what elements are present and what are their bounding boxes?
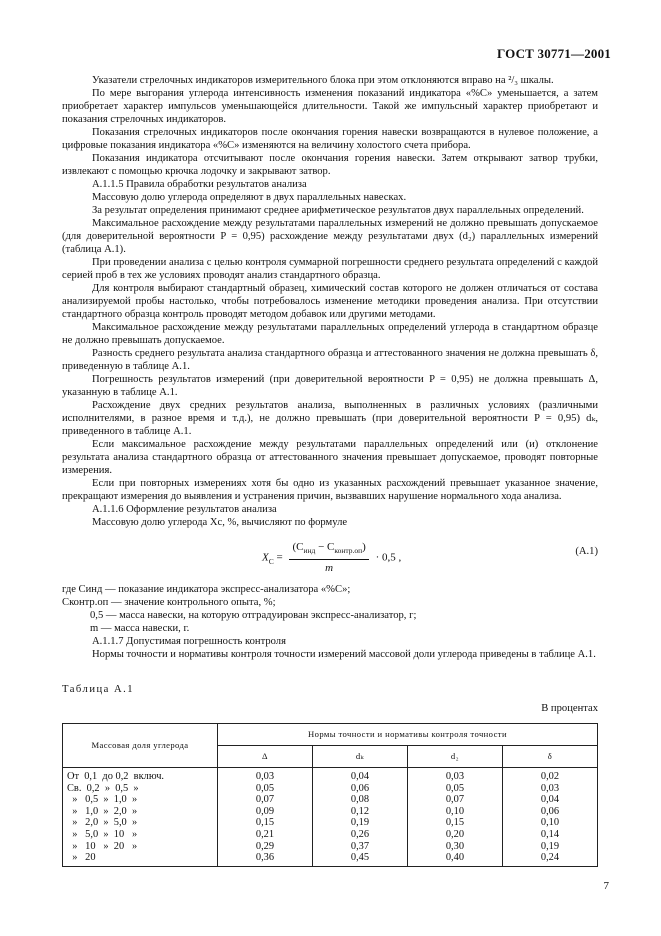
- table-cell: Св. 0,2 » 0,5 »: [63, 783, 218, 795]
- table-cell: » 0,5 » 1,0 »: [63, 794, 218, 806]
- table-cell: 0,36: [218, 852, 313, 866]
- table-cell: 0,05: [407, 783, 502, 795]
- paragraph: При проведении анализа с целью контроля суммарной погрешности среднего результата определений с каждой серией проб в тех же условиях проводят анализ стандартного образца.: [62, 257, 598, 281]
- table-cell: 0,10: [502, 817, 597, 829]
- table-cell: 0,21: [218, 829, 313, 841]
- formula-tail: · 0,5 ,: [375, 551, 402, 564]
- table-cell: 0,19: [312, 817, 407, 829]
- table-cell: » 1,0 » 2,0 »: [63, 806, 218, 818]
- table-cell: 0,03: [407, 768, 502, 783]
- standard-header: ГОСТ 30771—2001: [496, 46, 611, 61]
- num-minus: − C: [315, 541, 335, 553]
- formula-lhs: X: [262, 551, 269, 564]
- table-cell: 0,06: [312, 783, 407, 795]
- table-cell: » 10 » 20 »: [63, 841, 218, 853]
- table-row: [63, 841, 598, 853]
- table-row: [63, 829, 598, 841]
- table-cell: 0,03: [218, 768, 313, 783]
- table-cell: 0,04: [502, 794, 597, 806]
- paragraph: Погрешность результатов измерений (при доверительной вероятности P = 0,95) не должна превышать Δ, указанную в таблице А.1.: [62, 374, 598, 398]
- paragraph: За результат определения принимают среднее арифметическое результатов двух параллельных определений.: [92, 205, 584, 216]
- table-cell: 0,04: [312, 768, 407, 783]
- paragraph: Массовую долю углерода Xс, %, вычисляют по формуле: [92, 517, 348, 528]
- formula-a1: [62, 535, 598, 579]
- table-cell: 0,12: [312, 806, 407, 818]
- page-number: 7: [603, 880, 609, 892]
- col-header-d2: d₂: [407, 746, 502, 768]
- formula-numerator: [289, 541, 368, 560]
- paragraph: Если при повторных измерениях хотя бы одно из указанных расхождений превышает указанное значение, прекращают измерения до выявления и устранения причин, вызвавших нарушение нормального хода анализа.: [62, 478, 598, 502]
- paragraph: Показания индикатора отсчитывают после окончания горения навески. Затем открывают затвор трубки, извлекают с помощью крючка лодочку и закрывают затвор.: [62, 153, 598, 177]
- formula-number: (А.1): [575, 546, 598, 557]
- table-cell: 0,15: [218, 817, 313, 829]
- table-cell: 0,15: [407, 817, 502, 829]
- paragraph: Расхождение двух средних результатов анализа, выполненных в различных условиях (различными исполнителями, в разное время и т.д.), не должно превышать (при доверительной вероятности P = 0,95) dₖ, приведенного в таблице А.1.: [62, 400, 598, 437]
- table-cell: 0,07: [218, 794, 313, 806]
- table-row: [63, 783, 598, 795]
- table-row: [63, 817, 598, 829]
- paragraph: Если максимальное расхождение между результатами параллельных определений или (и) отклонение результата анализа стандартного образца от аттестованного значения превышает допускаемое, проводят повторные измерения.: [62, 439, 598, 476]
- table-cell: 0,10: [407, 806, 502, 818]
- definition-line: 0,5 — масса навески, на которую отградуирован экспресс-анализатор, г;: [90, 610, 417, 621]
- paragraph: Для контроля выбирают стандартный образец, химический состав которого не должен отличаться от состава анализируемой пробы настолько, чтобы потребовалось изменение методики проведения анализа. При отсутствии стандартного образца контроль проводят методом добавок или другими методами.: [62, 283, 598, 320]
- table-cell: От 0,1 до 0,2 включ.: [63, 768, 218, 783]
- accuracy-table: [62, 723, 598, 867]
- paragraph: Показания стрелочных индикаторов после окончания горения навески возвращаются в нулевое положение, а цифровые показания индикатора «%С» изменяются на величину холостого счета прибора.: [62, 127, 598, 151]
- formula-expression: [262, 541, 401, 575]
- table-row: [63, 794, 598, 806]
- table-cell: 0,05: [218, 783, 313, 795]
- table-title: Таблица А.1: [62, 684, 135, 695]
- section-heading: А.1.1.6 Оформление результатов анализа: [92, 504, 277, 515]
- col-header-sigma: δ: [502, 746, 597, 768]
- table-cell: 0,07: [407, 794, 502, 806]
- paragraph: Максимальное расхождение между результатами параллельных измерений не должно превышать допускаемое (для доверительной вероятности P = 0,95) расхождение между результатами двух (d₂) параллельных измерений (таблица А.1).: [62, 218, 598, 255]
- table-cell: 0,02: [502, 768, 597, 783]
- table-cell: 0,30: [407, 841, 502, 853]
- paragraph: Разность среднего результата анализа стандартного образца и аттестованного значения не должна превышать δ, приведенную в таблице А.1.: [62, 348, 598, 372]
- num-sub-kontr: контр.оп: [334, 546, 363, 556]
- section-heading: А.1.1.7 Допустимая погрешность контроля: [92, 636, 286, 647]
- table-cell: 0,03: [502, 783, 597, 795]
- definition-line: где Cинд — показание индикатора экспресс-анализатора «%С»;: [62, 584, 351, 595]
- table-cell: » 2,0 » 5,0 »: [63, 817, 218, 829]
- formula-definitions: [62, 583, 598, 635]
- table-cell: 0,20: [407, 829, 502, 841]
- table-cell: » 5,0 » 10 »: [63, 829, 218, 841]
- num-open: (C: [292, 541, 304, 553]
- col-header-dk: dₖ: [312, 746, 407, 768]
- table-unit: В процентах: [541, 703, 598, 714]
- table-cell: 0,26: [312, 829, 407, 841]
- table-cell: 0,24: [502, 852, 597, 866]
- paragraph: Массовую долю углерода определяют в двух параллельных навесках.: [92, 192, 407, 203]
- formula-fraction: [289, 541, 368, 575]
- table-cell: 0,19: [502, 841, 597, 853]
- section-heading: А.1.1.5 Правила обработки результатов анализа: [92, 179, 307, 190]
- col-header-mass: Массовая доля углерода: [63, 724, 218, 768]
- table-cell: 0,29: [218, 841, 313, 853]
- paragraph: Указатели стрелочных индикаторов измерительного блока при этом отклоняются вправо на ²/₃ шкалы.: [92, 75, 554, 86]
- paragraph: Максимальное расхождение между результатами параллельных определений углерода в стандартном образце не должно превышать допускаемое.: [62, 322, 598, 346]
- table-cell: » 20: [63, 852, 218, 866]
- formula-denominator: m: [325, 562, 334, 575]
- num-sub-ind: инд: [303, 546, 316, 556]
- table-cell: 0,06: [502, 806, 597, 818]
- table-cell: 0,09: [218, 806, 313, 818]
- table-cell: 0,37: [312, 841, 407, 853]
- table-row: [63, 852, 598, 866]
- table-cell: 0,45: [312, 852, 407, 866]
- formula-eq: =: [276, 551, 283, 564]
- table-row: [63, 806, 598, 818]
- table-cell: 0,40: [407, 852, 502, 866]
- table-row: [63, 768, 598, 783]
- paragraph: По мере выгорания углерода интенсивность изменения показаний индикатора «%С» уменьшается, а затем приобретает характер импульсов уменьшающейся длительности. Такой же импульсный характер приобретают и показания стрелочных индикаторов.: [62, 88, 598, 125]
- paragraph: Нормы точности и нормативы контроля точности измерений массовой доли углерода приведены в таблице А.1.: [92, 649, 596, 660]
- document-body: [62, 74, 598, 867]
- table-cell: 0,14: [502, 829, 597, 841]
- definition-line: Cконтр.оп — значение контрольного опыта, %;: [62, 597, 276, 608]
- formula-lhs-sub: C: [268, 556, 274, 566]
- col-header-group: Нормы точности и нормативы контроля точности: [218, 724, 598, 746]
- table-cell: 0,08: [312, 794, 407, 806]
- num-close: ): [362, 541, 366, 553]
- col-header-delta: Δ: [218, 746, 313, 768]
- definition-line: m — масса навески, г.: [90, 623, 190, 634]
